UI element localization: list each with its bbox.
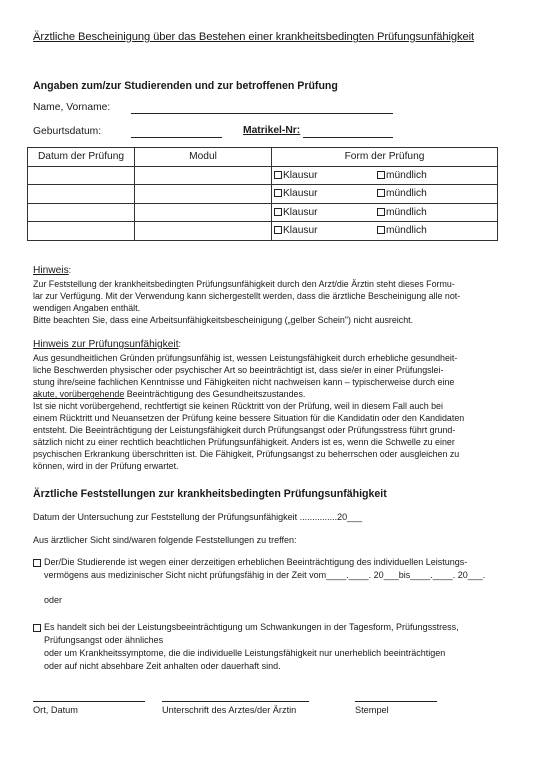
oral-option[interactable] xyxy=(377,225,427,236)
stamp-label: Stempel xyxy=(355,705,389,715)
written-option-label: Klausur xyxy=(283,225,318,237)
option-fluctuation-text-line: oder auf nicht absehbare Zeit anhalten oder dauerhaft sind. xyxy=(44,661,281,671)
hinweis-pu-text-line: psychischen Erkrankung überschritten ist. Die Fähigkeit, Prüfungsangst zu beherrschen oder ausgleichen zu xyxy=(33,449,460,459)
option-fluctuation-text-line: oder um Krankheitssymptome, die die individuelle Leistungsfähigkeit nur unerheblich beeinträchtigen xyxy=(44,648,446,658)
written-option-label: Klausur xyxy=(283,206,318,218)
stamp-line[interactable] xyxy=(355,701,437,702)
hinweis-pu-heading-colon: : xyxy=(178,339,181,349)
hinweis-section xyxy=(33,264,513,326)
hinweis-text-line: wendigen Angaben enthält. xyxy=(33,303,141,313)
document-title: Ärztliche Bescheinigung über das Bestehen einer krankheitsbedingten Prüfungsunfähigkeit xyxy=(33,31,474,43)
checkbox[interactable] xyxy=(274,226,282,234)
checkbox[interactable] xyxy=(377,171,385,179)
hinweis-pu-text-line: Ist sie nicht vorübergehend, rechtfertigt sie keinen Rücktritt von der Prüfung, weil in diesem Fall auch bei xyxy=(33,401,443,411)
hinweis-pu-text: Beeinträchtigung des Gesundheitszustandes. xyxy=(124,389,306,399)
exam-form-cell xyxy=(272,203,498,222)
doctor-signature-label: Unterschrift des Arztes/der Ärztin xyxy=(162,705,297,715)
examination-date-field[interactable]: Datum der Untersuchung zur Feststellung der Prüfungsunfähigkeit ...............20___ xyxy=(33,512,363,522)
matrikel-label: Matrikel-Nr: xyxy=(243,125,301,136)
oral-option-label: mündlich xyxy=(386,225,427,237)
module-cell[interactable] xyxy=(135,166,272,185)
oral-option-label: mündlich xyxy=(386,206,427,218)
exam-form-cell xyxy=(272,222,498,241)
table-row xyxy=(28,185,498,204)
checkbox[interactable] xyxy=(377,226,385,234)
place-date-signature-line[interactable] xyxy=(33,701,145,702)
matrikel-field[interactable] xyxy=(303,137,393,138)
oral-option-label: mündlich xyxy=(386,188,427,200)
hinweis-text-line: Bitte beachten Sie, dass eine Arbeitsunfähigkeitsbescheinigung („gelber Schein") nicht ausreicht. xyxy=(33,315,414,325)
name-field[interactable] xyxy=(131,113,393,114)
exam-date-cell[interactable] xyxy=(28,166,135,185)
option-unfit-text-line: Der/Die Studierende ist wegen einer derzeitigen erheblichen Beeinträchtigung des individuellen Leistungs- xyxy=(44,557,468,567)
exam-date-cell[interactable] xyxy=(28,185,135,204)
student-section-heading: Angaben zum/zur Studierenden und zur betroffenen Prüfung xyxy=(33,80,338,92)
checkbox[interactable] xyxy=(377,189,385,197)
checkbox[interactable] xyxy=(274,208,282,216)
exam-date-cell[interactable] xyxy=(28,203,135,222)
hinweis-pu-text-line: sätzlich nicht zu einer rechtlich beachtlichen Prüfungsunfähigkeit. Anders ist es, wenn die Schwelle zu einer xyxy=(33,437,455,447)
hinweis-pu-text-line: liche Beschwerden physischer oder psychischer Art so beeinträchtigt ist, dass sie/er in einer Prüfungslei- xyxy=(33,365,444,375)
hinweis-pu-text-line: können, wird in der Prüfung erwartet. xyxy=(33,461,179,471)
column-header-form: Form der Prüfung xyxy=(272,148,498,167)
written-option-label: Klausur xyxy=(283,188,318,200)
option-fluctuation-text-line: Prüfungsangst oder ähnliches xyxy=(44,635,164,645)
exam-form-cell xyxy=(272,185,498,204)
hinweis-text-line: Zur Feststellung der krankheitsbedingten Prüfungsunfähigkeit durch den Arzt/die Ärztin steht dieses Formu- xyxy=(33,279,455,289)
oral-option[interactable] xyxy=(377,207,427,218)
checkbox[interactable] xyxy=(377,208,385,216)
option-fluctuation-text-line: Es handelt sich bei der Leistungsbeeinträchtigung um Schwankungen in der Tagesform, Prüfungsstress, xyxy=(44,622,459,632)
hinweis-pruefungsunfaehigkeit-section xyxy=(33,338,513,472)
written-option[interactable] xyxy=(274,225,377,236)
hinweis-pu-text-line: stung ihre/seine fachlichen Kenntnisse und Fähigkeiten nicht nachweisen kann – typischerweise durch eine xyxy=(33,377,455,387)
name-label: Name, Vorname: xyxy=(33,102,111,113)
exam-table-header-row xyxy=(28,148,498,167)
birthdate-label: Geburtsdatum: xyxy=(33,126,102,137)
written-option-label: Klausur xyxy=(283,169,318,181)
hinweis-pu-text-line: Aus gesundheitlichen Gründen prüfungsunfähig ist, wessen Leistungsfähigkeit durch erhebliche gesundheit- xyxy=(33,353,458,363)
column-header-date: Datum der Prüfung xyxy=(28,148,135,167)
doctor-signature-line[interactable] xyxy=(162,701,309,702)
place-date-label: Ort, Datum xyxy=(33,705,78,715)
oral-option[interactable] xyxy=(377,188,427,199)
hinweis-pu-heading: Hinweis zur Prüfungsunfähigkeit xyxy=(33,339,179,350)
birthdate-field[interactable] xyxy=(131,137,222,138)
hinweis-pu-text-line xyxy=(33,388,513,400)
table-row xyxy=(28,203,498,222)
underlined-emphasis: akute, vorübergehende xyxy=(33,389,125,399)
findings-intro: Aus ärztlicher Sicht sind/waren folgende Feststellungen zu treffen: xyxy=(33,535,297,545)
oral-option-label: mündlich xyxy=(386,169,427,181)
hinweis-text-line: lar zur Verfügung. Mit der Verwendung kann sichergestellt werden, dass die ärztliche Bescheinigung alle not- xyxy=(33,291,461,301)
option-unfit-checkbox[interactable] xyxy=(33,559,41,567)
checkbox[interactable] xyxy=(274,189,282,197)
written-option[interactable] xyxy=(274,188,377,199)
hinweis-heading-colon: : xyxy=(68,265,72,275)
hinweis-pu-text-line: einem Rücktritt und Neuansetzen der Prüfung keine bessere Situation für die Kandidatin oder den Kandidaten xyxy=(33,413,465,423)
hinweis-pu-text-line: entsteht. Die Beeinträchtigung der Leistungsfähigkeit durch Prüfungsangst oder Prüfungsstress führt grund- xyxy=(33,425,456,435)
table-row xyxy=(28,222,498,241)
table-row xyxy=(28,166,498,185)
module-cell[interactable] xyxy=(135,203,272,222)
exam-date-cell[interactable] xyxy=(28,222,135,241)
option-unfit-period-field[interactable]: vermögens aus medizinischer Sicht nicht prüfungsfähig in der Zeit vom____.____. 20___bis____.____. 20___. xyxy=(44,570,486,580)
exam-form-cell xyxy=(272,166,498,185)
column-header-module: Modul xyxy=(135,148,272,167)
written-option[interactable] xyxy=(274,207,377,218)
oral-option[interactable] xyxy=(377,170,427,181)
module-cell[interactable] xyxy=(135,222,272,241)
written-option[interactable] xyxy=(274,170,377,181)
hinweis-heading: Hinweis xyxy=(33,265,69,276)
option-fluctuation-checkbox[interactable] xyxy=(33,624,41,632)
exam-table xyxy=(27,147,498,241)
or-label: oder xyxy=(44,595,63,605)
module-cell[interactable] xyxy=(135,185,272,204)
medical-section-heading: Ärztliche Feststellungen zur krankheitsbedingten Prüfungsunfähigkeit xyxy=(33,488,387,500)
checkbox[interactable] xyxy=(274,171,282,179)
